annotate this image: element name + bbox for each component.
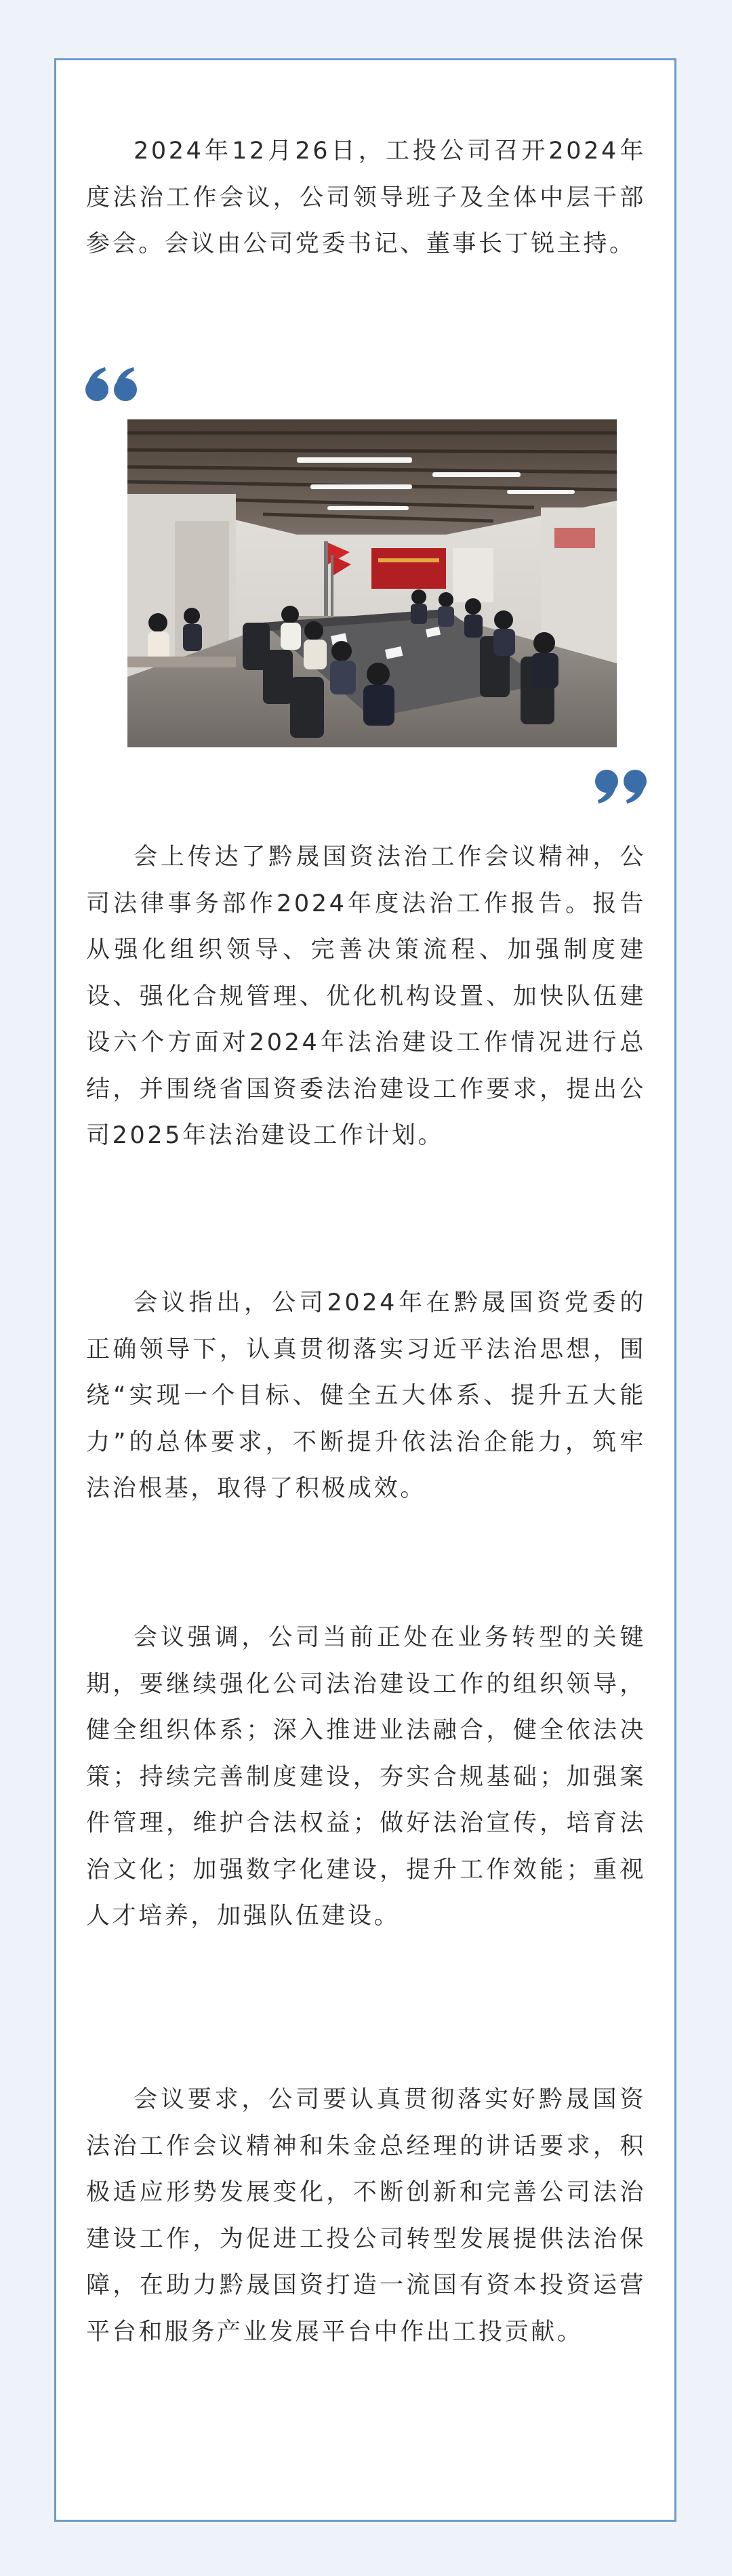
article-paragraph-3: 会议指出，公司2024年在黔晟国资党委的正确领导下，认真贯彻落实习近平法治思想，围绕“实现一个目标、健全五大体系、提升五大能力”的总体要求，不断提升依法治企能力，筑牢法治根基，取得了积极成效。 [86, 1289, 646, 1502]
article-paragraph-2: 会上传达了黔晟国资法治工作会议精神，公司法律事务部作2024年度法治工作报告。报告从强化组织领导、完善决策流程、加强制度建设、强化合规管理、优化机构设置、加快队伍建设六个方面对2024年法治建设工作情况进行总结，并围绕省国资委法治建设工作要求，提出公司2025年法治建设工作计划。 [86, 844, 646, 1149]
article-card [54, 58, 676, 2522]
open-quote-icon [83, 365, 142, 403]
article-paragraph-5: 会议要求，公司要认真贯彻落实好黔晟国资法治工作会议精神和朱金总经理的讲话要求，积极适应形势发展变化，不断创新和完善公司法治建设工作，为促进工投公司转型发展提供法治保障，在助力黔晟国资打造一流国有资本投资运营平台和服务产业发展平台中作出工投贡献。 [86, 2086, 646, 2346]
close-quote-icon [590, 768, 649, 806]
article-paragraph-4: 会议强调，公司当前正处在业务转型的关键期，要继续强化公司法治建设工作的组织领导，健全组织体系；深入推进业法融合，健全依法决策；持续完善制度建设，夯实合规基础；加强案件管理，维护合法权益；做好法治宣传，培育法治文化；加强数字化建设，提升工作效能；重视人才培养，加强队伍建设。 [86, 1624, 646, 1930]
article-paragraph-1: 2024年12月26日，工投公司召开2024年度法治工作会议，公司领导班子及全体中层干部参会。会议由公司党委书记、董事长丁锐主持。 [86, 138, 646, 257]
meeting-photo [127, 419, 617, 747]
